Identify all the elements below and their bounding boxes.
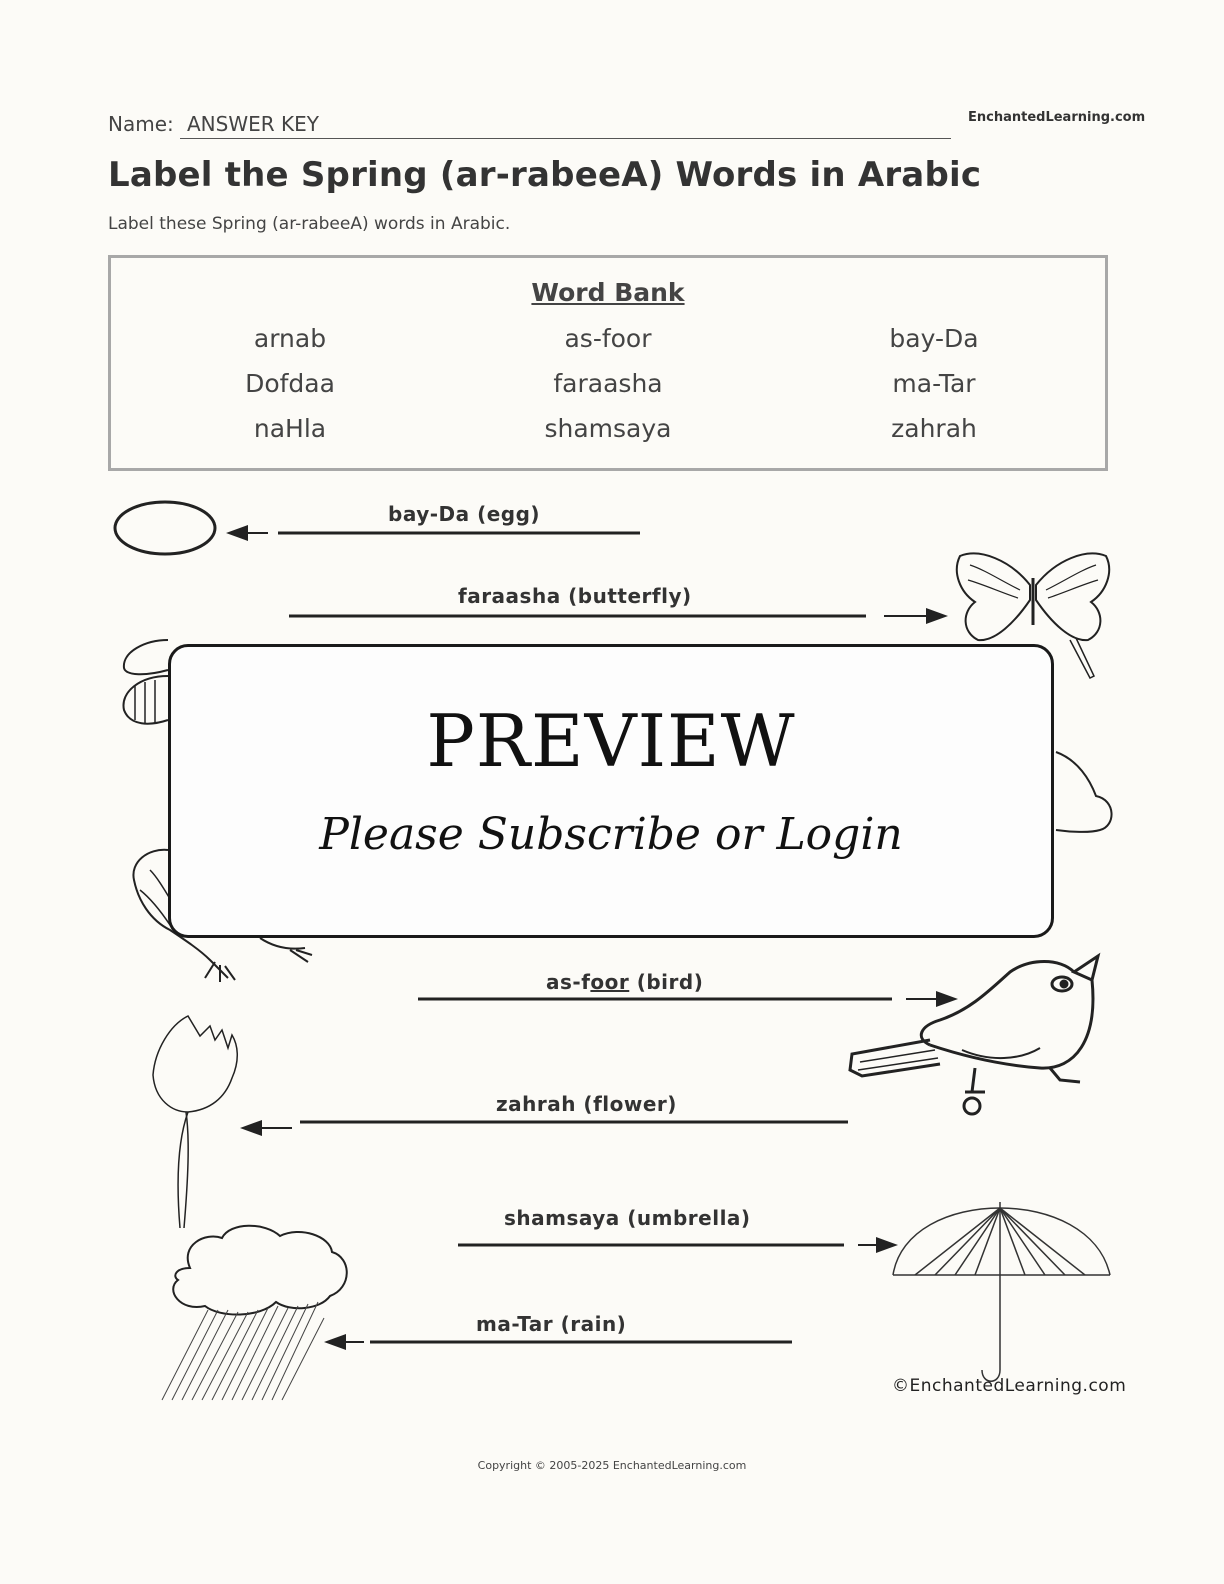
word-bank-word: Dofdaa xyxy=(245,369,335,398)
page-title: Label the Spring (ar-rabeeA) Words in Arabic xyxy=(108,155,982,195)
name-label: Name: xyxy=(108,112,174,136)
image-copyright: ©EnchantedLearning.com xyxy=(892,1376,1127,1396)
word-bank-word: ma-Tar xyxy=(892,369,976,398)
name-value: ANSWER KEY xyxy=(187,112,319,136)
word-bank-word: bay-Da xyxy=(889,324,979,353)
bird-label-underlined: oor xyxy=(590,970,630,994)
umbrella-label: shamsaya (umbrella) xyxy=(504,1206,751,1230)
egg-label: bay-Da (egg) xyxy=(388,502,541,526)
word-bank-word: faraasha xyxy=(553,369,663,398)
flower-answer-line xyxy=(240,1120,848,1136)
umbrella-illustration xyxy=(893,1202,1110,1381)
flower-label: zahrah (flower) xyxy=(496,1092,677,1116)
egg-answer-line xyxy=(226,525,640,541)
bee-illustration xyxy=(123,640,168,724)
preview-title: PREVIEW xyxy=(426,699,796,783)
bird-illustration xyxy=(850,956,1098,1114)
bird-label xyxy=(546,970,703,994)
word-bank-word: shamsaya xyxy=(544,414,672,443)
butterfly-label: faraasha (butterfly) xyxy=(458,584,692,608)
preview-overlay[interactable] xyxy=(168,644,1054,938)
footer-copyright: Copyright © 2005-2025 EnchantedLearning.com xyxy=(477,1459,747,1472)
butterfly-answer-line xyxy=(289,608,948,624)
word-bank-word: naHla xyxy=(253,414,327,443)
flower-illustration xyxy=(153,1016,237,1228)
subscribe-login-prompt[interactable]: Please Subscribe or Login xyxy=(319,809,903,860)
site-brand[interactable]: EnchantedLearning.com xyxy=(968,110,1146,125)
word-bank-word: zahrah xyxy=(891,414,977,443)
word-bank-title: Word Bank xyxy=(531,278,685,307)
rain-cloud-illustration xyxy=(162,1226,347,1400)
word-bank-word: as-foor xyxy=(564,324,652,353)
rabbit-illustration xyxy=(1056,752,1112,832)
rain-answer-line xyxy=(324,1334,792,1350)
page-subtitle: Label these Spring (ar-rabeeA) words in Arabic. xyxy=(108,214,511,234)
bird-label-suffix: (bird) xyxy=(629,970,704,994)
bird-label-prefix: as-f xyxy=(546,970,591,994)
egg-illustration xyxy=(115,502,215,554)
umbrella-answer-line xyxy=(458,1237,898,1253)
word-bank-word: arnab xyxy=(253,324,327,353)
rain-label: ma-Tar (rain) xyxy=(476,1312,627,1336)
